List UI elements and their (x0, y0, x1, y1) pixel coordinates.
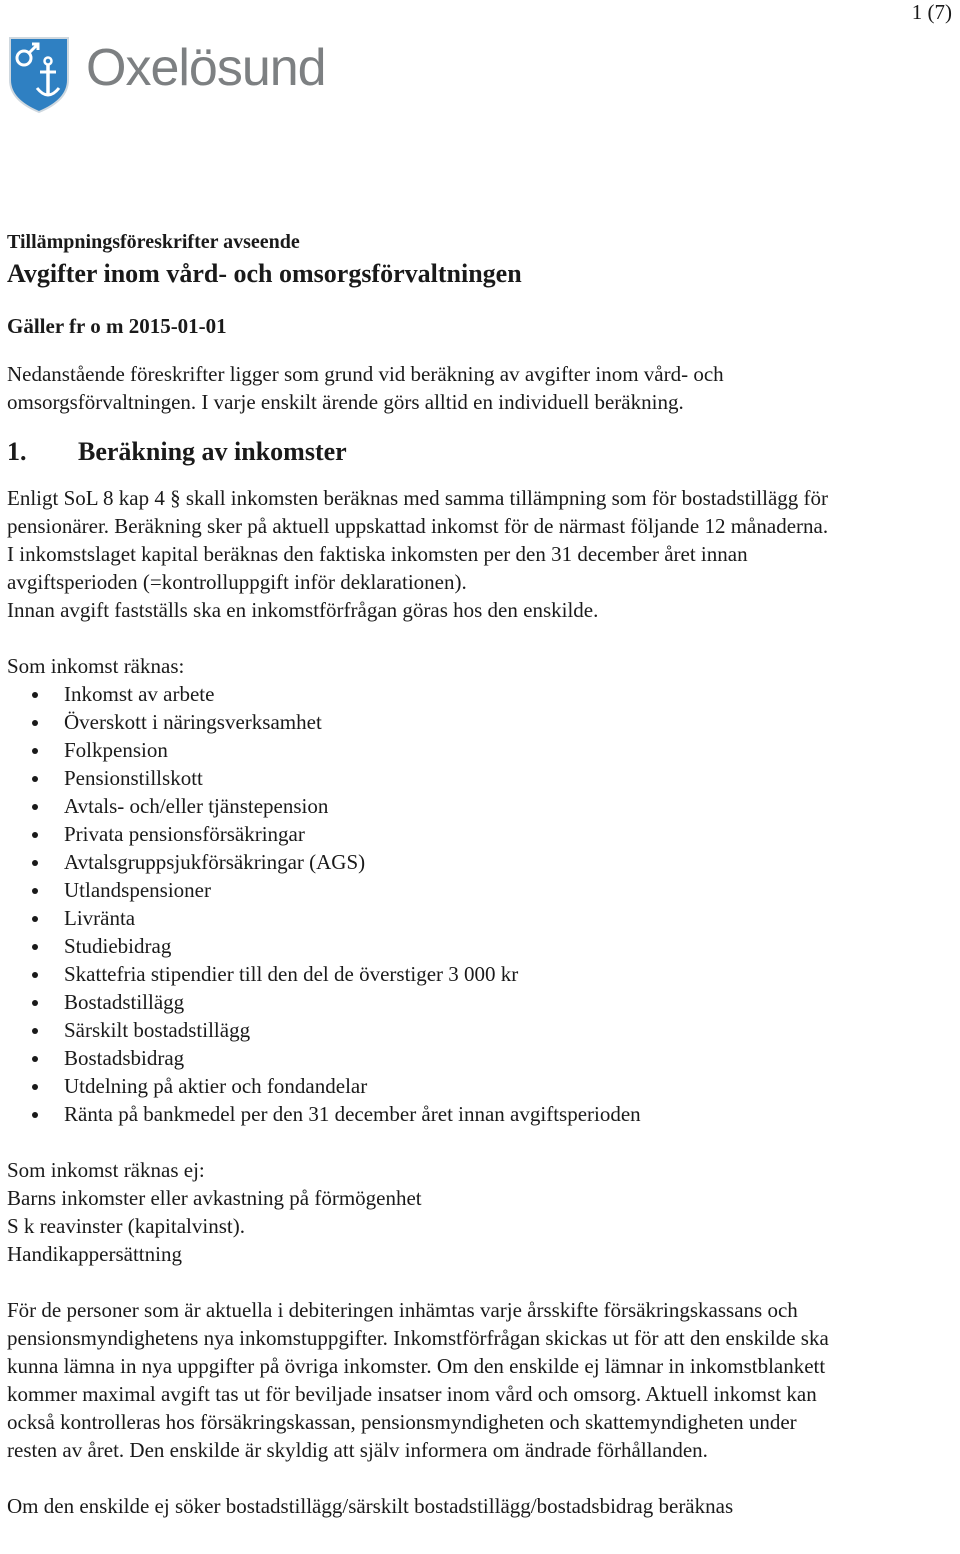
list-item: Inkomst av arbete (7, 680, 957, 708)
logo-wordmark: Oxelösund (86, 39, 326, 97)
bullet-icon (32, 720, 38, 726)
list-item: Särskilt bostadstillägg (7, 1016, 957, 1044)
section-title: Beräkning av inkomster (78, 437, 347, 466)
paragraph-line: kommer maximal avgift tas ut för beviljade insatser inom vård och omsorg. Aktuell inkomst kan (7, 1382, 817, 1406)
bullet-icon (32, 692, 38, 698)
paragraph-line: För de personer som är aktuella i debiteringen inhämtas varje årsskifte försäkringskassans och (7, 1298, 798, 1322)
municipality-logo (8, 34, 326, 114)
paragraph-line: pensionsmyndighetens nya inkomstuppgifter. Inkomstförfrågan skickas ut för att den enskilde ska (7, 1326, 829, 1350)
list-item: Studiebidrag (7, 932, 957, 960)
list-item: Utdelning på aktier och fondandelar (7, 1072, 957, 1100)
intro-paragraph (7, 360, 957, 416)
valid-from: Gäller fr o m 2015-01-01 (7, 314, 227, 338)
list-item: Livränta (7, 904, 957, 932)
list-item: Avtals- och/eller tjänstepension (7, 792, 957, 820)
paragraph-line: också kontrolleras hos försäkringskassan, pensionsmyndigheten och skattemyndigheten under (7, 1410, 797, 1434)
bullet-icon (32, 776, 38, 782)
not-income-line: Handikappersättning (7, 1242, 182, 1266)
paragraph-line: Enligt SoL 8 kap 4 § skall inkomsten beräknas med samma tillämpning som för bostadstillägg för (7, 486, 829, 510)
list-item: Pensionstillskott (7, 764, 957, 792)
bullet-icon (32, 1084, 38, 1090)
paragraph-line: pensionärer. Beräkning sker på aktuell uppskattad inkomst för de närmast följande 12 månaderna. (7, 514, 829, 538)
list-item: Privata pensionsförsäkringar (7, 820, 957, 848)
list-item: Avtalsgruppsjukförsäkringar (AGS) (7, 848, 957, 876)
bullet-icon (32, 860, 38, 866)
section-number: 1. (7, 437, 27, 466)
bullet-icon (32, 1056, 38, 1062)
municipal-crest-icon (8, 34, 70, 114)
bullet-icon (32, 832, 38, 838)
bullet-icon (32, 748, 38, 754)
document-body (7, 228, 957, 1520)
bullet-icon (32, 888, 38, 894)
intro-line: omsorgsförvaltningen. I varje enskilt ärende görs alltid en individuell beräkning. (7, 390, 684, 414)
list-item: Ränta på bankmedel per den 31 december året innan avgiftsperioden (7, 1100, 957, 1128)
not-income-block (7, 1156, 957, 1268)
not-income-line: Barns inkomster eller avkastning på förmögenhet (7, 1186, 422, 1210)
section-heading (7, 434, 957, 470)
bullet-icon (32, 944, 38, 950)
document-title: Avgifter inom vård- och omsorgsförvaltningen (7, 259, 522, 288)
paragraph-line: I inkomstslaget kapital beräknas den faktiska inkomsten per den 31 december året innan (7, 542, 748, 566)
document-subtitle: Tillämpningsföreskrifter avseende (7, 231, 300, 253)
bullet-icon (32, 1028, 38, 1034)
bullet-icon (32, 1000, 38, 1006)
list-item: Bostadsbidrag (7, 1044, 957, 1072)
list-item: Bostadstillägg (7, 988, 957, 1016)
income-update-paragraph (7, 1296, 957, 1464)
trailing-line: Om den enskilde ej söker bostadstillägg/särskilt bostadstillägg/bostadsbidrag beräknas (7, 1494, 734, 1518)
paragraph-line: Innan avgift fastställs ska en inkomstförfrågan göras hos den enskilde. (7, 598, 599, 622)
list-item: Skattefria stipendier till den del de överstiger 3 000 kr (7, 960, 957, 988)
not-income-line: Som inkomst räknas ej: (7, 1158, 205, 1182)
bullet-icon (32, 916, 38, 922)
bullet-icon (32, 972, 38, 978)
intro-line: Nedanstående föreskrifter ligger som grund vid beräkning av avgifter inom vård- och (7, 362, 724, 386)
list-item: Överskott i näringsverksamhet (7, 708, 957, 736)
paragraph-line: resten av året. Den enskilde är skyldig att själv informera om ändrade förhållanden. (7, 1438, 708, 1462)
not-income-line: S k reavinster (kapitalvinst). (7, 1214, 245, 1238)
income-list-lead: Som inkomst räknas: (7, 654, 185, 678)
bullet-icon (32, 804, 38, 810)
calculation-paragraph (7, 484, 957, 624)
paragraph-line: avgiftsperioden (=kontrolluppgift inför deklarationen). (7, 570, 467, 594)
list-item: Folkpension (7, 736, 957, 764)
list-item: Utlandspensioner (7, 876, 957, 904)
page-number: 1 (7) (911, 0, 952, 24)
bullet-icon (32, 1112, 38, 1118)
income-list (7, 680, 957, 1128)
paragraph-line: kunna lämna in nya uppgifter på övriga inkomster. Om den enskilde ej lämnar in inkomstblankett (7, 1354, 826, 1378)
